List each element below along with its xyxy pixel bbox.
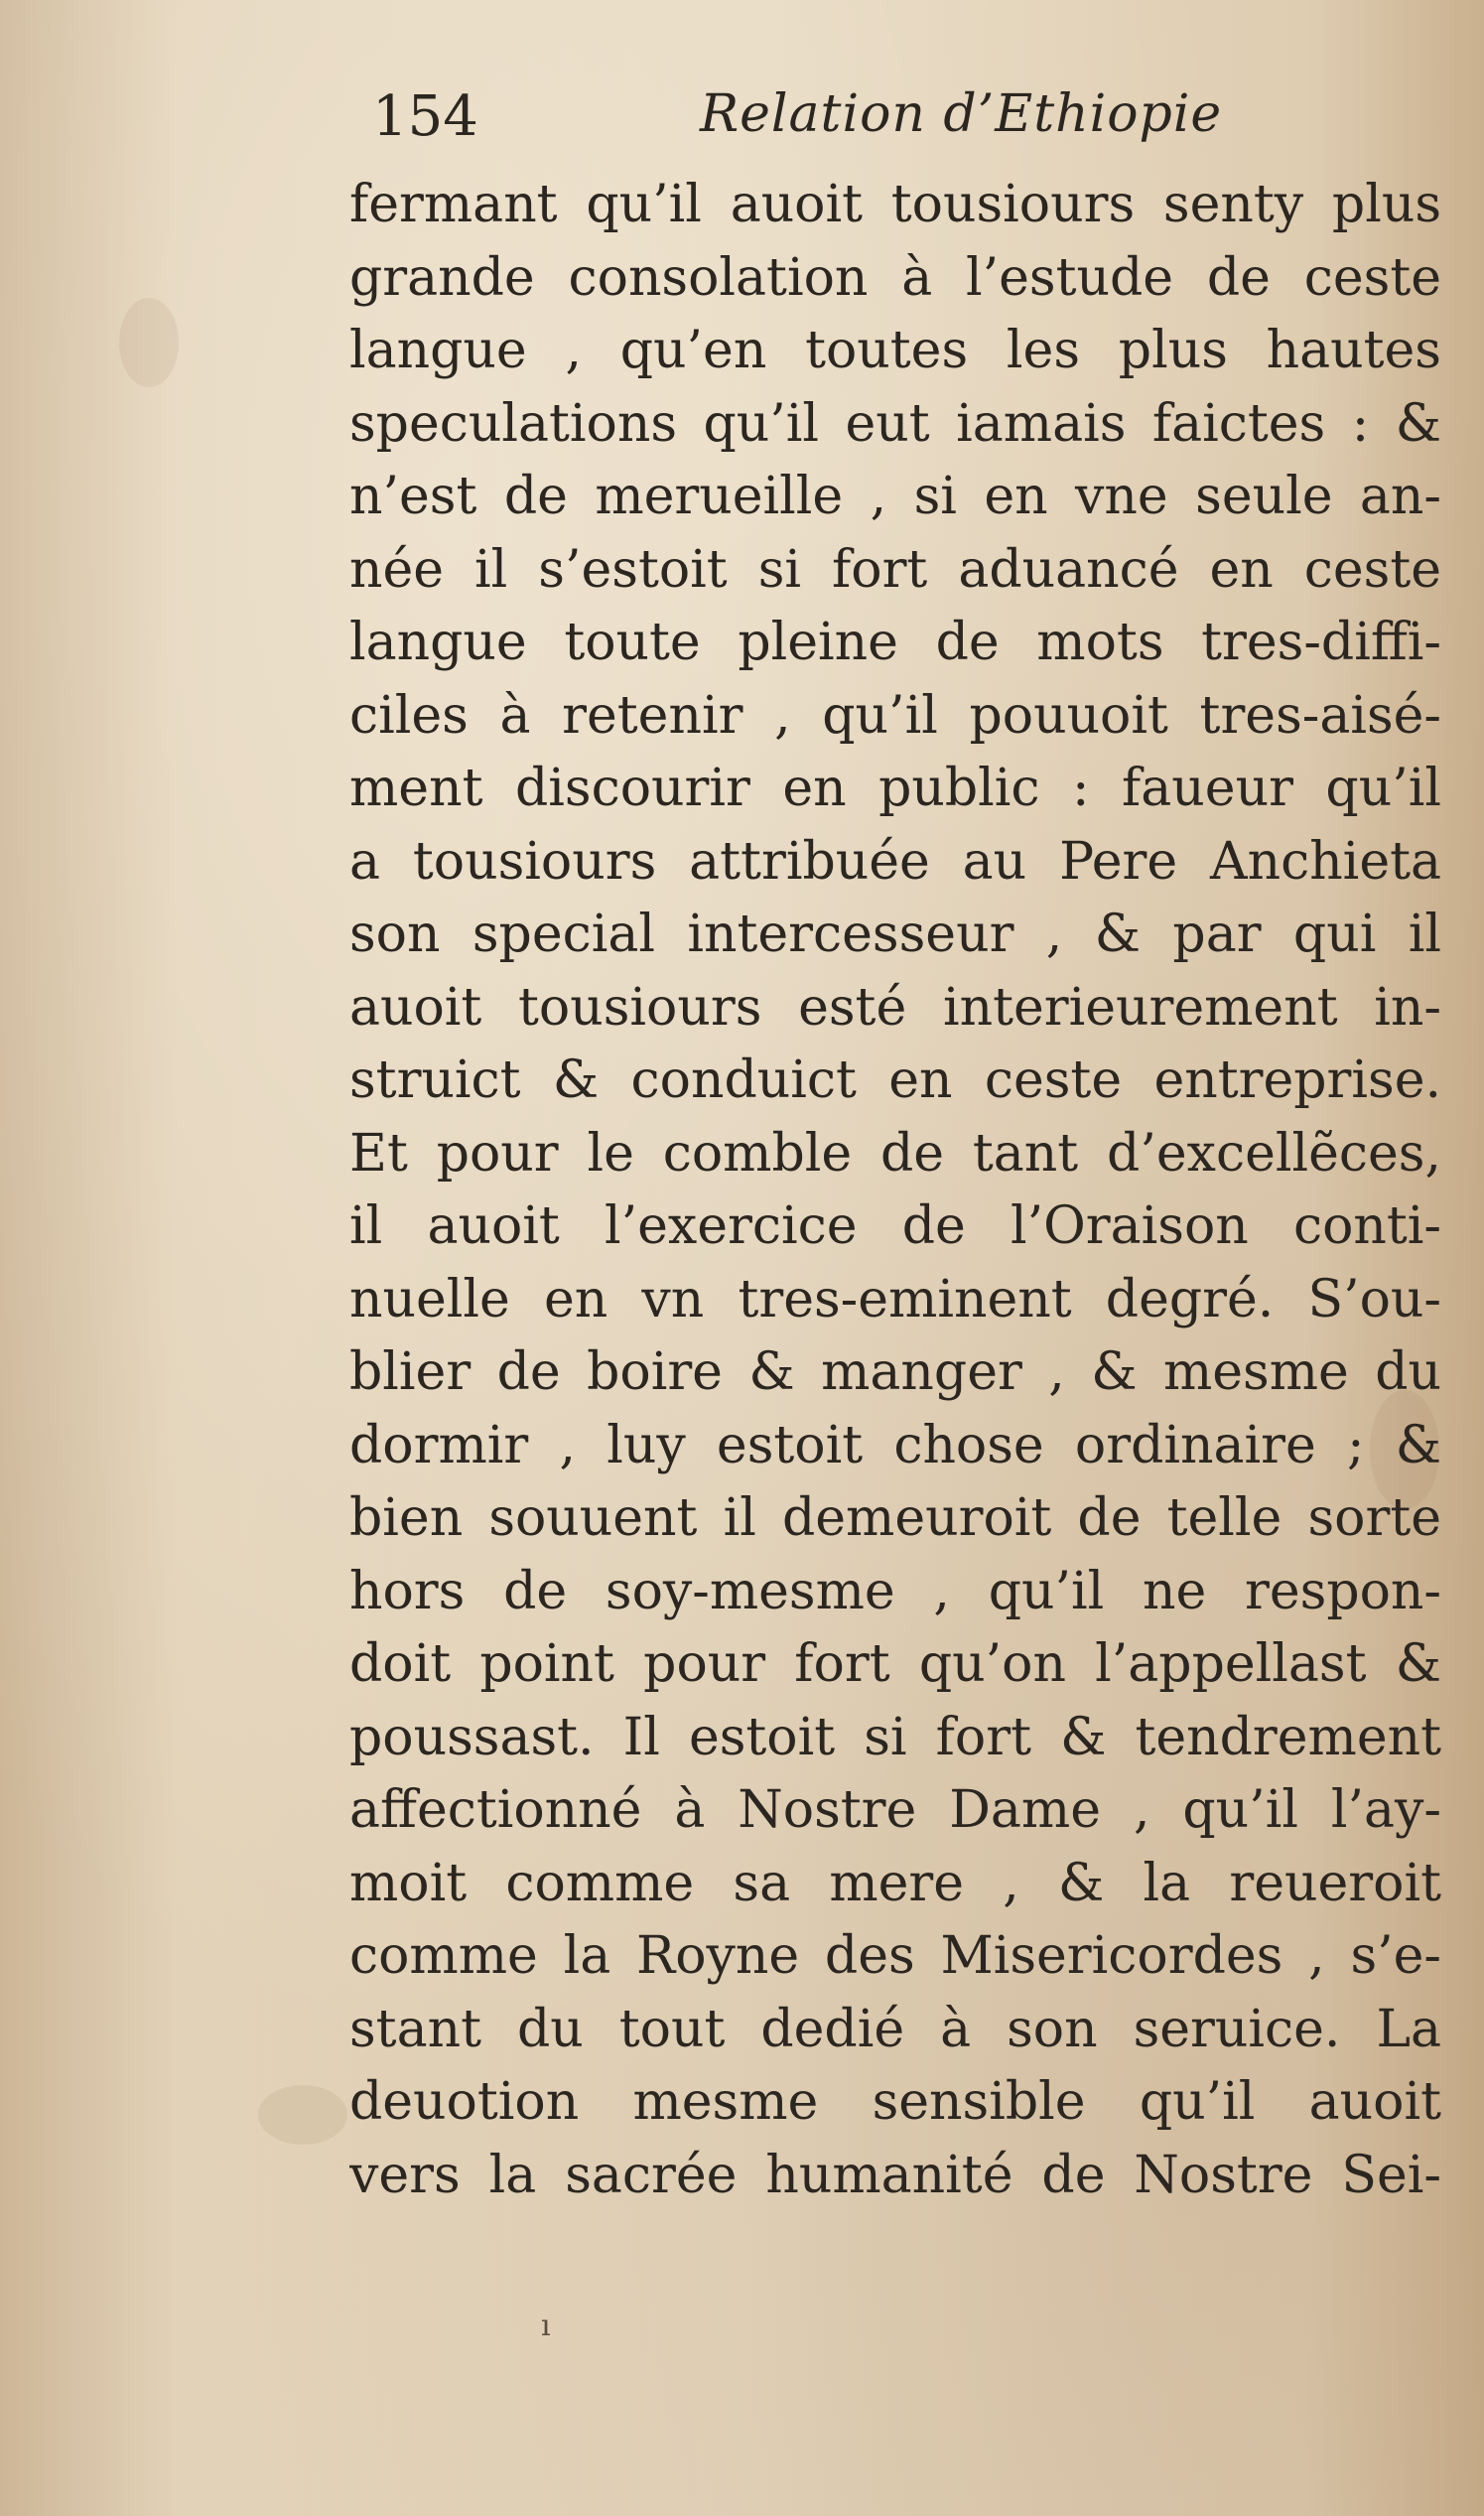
text-line: poussast. Il estoit si fort & tendrement [349,1707,1441,1767]
body-text [349,169,1441,2212]
text-line: speculations qu’il eut iamais faictes : & [349,393,1441,454]
text-line: deuotion mesme sensible qu’il auoit [349,2072,1441,2132]
text-line: a tousiours attribuée au Pere Anchieta [349,831,1441,892]
text-line: vers la sacrée humanité de Nostre Sei- [349,2145,1441,2205]
text-line: stant du tout dedié à son seruice. La [349,1999,1441,2059]
text-line: ment discourir en public : faueur qu’il [349,759,1441,818]
text-line: grande consolation à l’estude de ceste [349,247,1441,308]
text-line: langue toute pleine de mots tres-diffi- [349,613,1441,672]
text-line: struict & conduict en ceste entreprise. [349,1050,1441,1110]
text-line: il auoit l’exercice de l’Oraison conti- [349,1196,1441,1256]
text-line: blier de boire & manger , & mesme du [349,1342,1441,1402]
text-line: affectionné à Nostre Dame , qu’il l’ay- [349,1780,1441,1840]
text-line: bien souuent il demeuroit de telle sorte [349,1488,1441,1548]
text-line: langue , qu’en toutes les plus hautes [349,321,1441,380]
text-line: née il s’estoit si fort aduancé en ceste [349,539,1441,600]
text-line: n’est de merueille , si en vne seule an- [349,467,1441,526]
paper-stain [258,2085,347,2145]
page-header [372,84,1444,164]
text-line: hors de soy-mesme , qu’il ne respon- [349,1561,1441,1621]
page-number: 154 [372,84,478,149]
paper-stain [119,298,179,387]
text-line: nuelle en vn tres-eminent degré. S’ou- [349,1269,1441,1329]
signature-mark: ı [541,2308,551,2343]
text-line: dormir , luy estoit chose ordinaire ; & [349,1415,1441,1475]
text-line: auoit tousiours esté interieurement in- [349,977,1441,1038]
text-line: doit point pour fort qu’on l’appellast & [349,1634,1441,1694]
text-line: comme la Royne des Misericordes , s’e- [349,1926,1441,1986]
running-title: Relation d’Ethiopie [700,84,1223,144]
text-line: fermant qu’il auoit tousiours senty plus [349,175,1441,234]
text-line: Et pour le comble de tant d’excellẽces, [349,1123,1441,1184]
text-line: son special intercesseur , & par qui il [349,905,1441,964]
text-line: moit comme sa mere , & la reueroit [349,1853,1441,1913]
text-line: ciles à retenir , qu’il pouuoit tres-aisé- [349,685,1441,746]
